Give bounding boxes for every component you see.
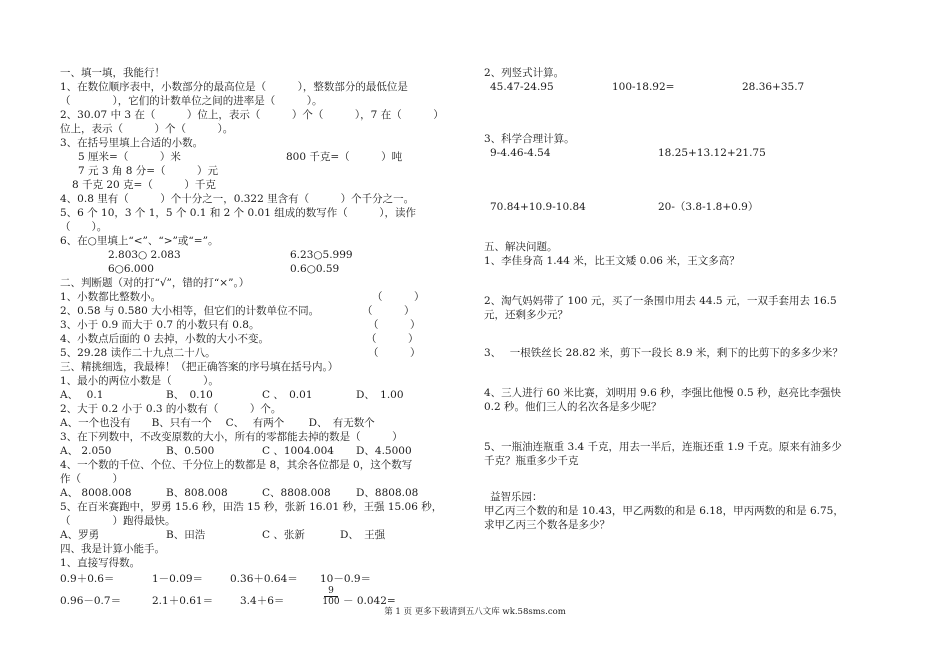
q2-2-paren: （ ） [362, 305, 415, 317]
problem-5-line1: 5、一瓶油连瓶重 3.4 千克，用去一半后，连瓶还重 1.9 千克。原来有油多少 [484, 441, 842, 453]
q3-1-option-c: C 、 0.01 [262, 389, 313, 401]
q2-2: 2、0.58 与 0.580 大小相等，但它们的计数单位不同。 [60, 305, 320, 317]
r2-expr-c: 28.36+35.7 [742, 81, 805, 93]
q3-4-line2: 作（ ） [60, 473, 123, 485]
page-footer: 第 1 页 更多下载请到五八文库 wk.58sms.com [384, 607, 566, 617]
q3-5-option-b: B、田浩 [166, 529, 206, 541]
q3-5-option-d: D、 王强 [340, 529, 386, 541]
problem-2-line1: 2、淘气妈妈带了 100 元，买了一条围巾用去 44.5 元，一双手套用去 16.5 [484, 295, 837, 307]
problem-4-line1: 4、三人进行 60 米比赛，刘明用 9.6 秒，李强比他慢 0.5 秒，赵亮比李强快 [484, 387, 841, 399]
q3-5-line1: 5、在百米赛跑中，罗勇 15.6 秒，田浩 15 秒，张新 16.01 秒，王强 15.06 秒， [60, 501, 443, 513]
q3-3-option-a: A、 2.050 [60, 445, 112, 457]
problem-3: 3、 一根铁丝长 28.82 米，剪下一段长 8.9 米，剩下的比剪下的多多少米？ [484, 347, 843, 359]
q1-5-line2: （ ）。 [60, 221, 108, 233]
puzzle-title: 益智乐园： [490, 491, 543, 503]
section-4-title: 四、我是计算小能手。 [60, 543, 165, 555]
section-1-title: 一、填一填，我能行！ [60, 67, 165, 79]
fraction-denominator: 100 [322, 597, 340, 607]
puzzle-line1: 甲乙丙三个数的和是 10.43，甲乙两数的和是 6.18，甲丙两数的和是 6.75， [484, 505, 844, 517]
q3-1-option-b: B、 0.10 [166, 389, 213, 401]
calc-5: 0.96－0.7＝ [60, 595, 122, 607]
q3-4-line1: 4、一个数的千位、个位、千分位上的数都是 8，其余各位都是 0，这个数写 [60, 459, 413, 471]
puzzle-line2: 求甲乙丙三个数各是多少？ [484, 519, 610, 531]
q3-4-option-c: C、8808.008 [262, 487, 331, 499]
q2-4-paren: （ ） [366, 333, 419, 345]
calc-3: 0.36＋0.64＝ [230, 573, 298, 585]
q3-3-option-b: B、0.500 [166, 445, 215, 457]
q3-3-option-c: C 、1004.004 [262, 445, 334, 457]
r2-expr-a: 45.47-24.95 [490, 81, 554, 93]
section-2-title: 二、判断题（对的打“√”，错的打“×”。） [60, 277, 250, 289]
q3-4-option-b: B、808.008 [166, 487, 228, 499]
q2-3-paren: （ ） [368, 319, 421, 331]
r3-title: 3、科学合理计算。 [484, 133, 575, 145]
q3-5-option-a: A、罗勇 [60, 529, 100, 541]
q1-2-line2: 位上，表示（ ）个（ ）。 [60, 123, 234, 135]
q3-2: 2、大于 0.2 小于 0.3 的小数有（ ）个。 [60, 403, 282, 415]
q3-2-options: A、一个也没有 B、只有一个 C、 有两个 D、 有无数个 [60, 417, 375, 429]
q1-3-title: 3、在括号里填上合适的小数。 [60, 137, 204, 149]
section-5-title: 五、解决问题。 [484, 241, 558, 253]
q1-3-a-right: 800 千克=（ ）吨 [286, 151, 403, 163]
r2-expr-b: 100-18.92= [612, 81, 675, 93]
q1-6-a-left: 2.803○ 2.083 [108, 249, 181, 261]
q1-1-line2: （ ），它们的计数单位之间的进率是（ ）。 [60, 95, 323, 107]
q1-2-line1: 2、30.07 中 3 在（ ）位上，表示（ ）个（ ），7 在（ ） [60, 109, 444, 121]
calc-7: 3.4＋6＝ [240, 595, 285, 607]
calc-6: 2.1＋0.61＝ [152, 595, 214, 607]
problem-1: 1、李佳身高 1.44 米，比王文矮 0.06 米，王文多高？ [484, 255, 740, 267]
q1-6-b-right: 0.6○0.59 [290, 263, 340, 275]
q1-3-a-left: 5 厘米=（ ）米 [78, 151, 181, 163]
q1-3-c: 8 千克 20 克=（ ）千克 [72, 179, 216, 191]
q2-3: 3、小于 0.9 而大于 0.7 的小数只有 0.8。 [60, 319, 260, 331]
problem-2-line2: 元，还剩多少元？ [484, 309, 568, 321]
r2-title: 2、列竖式计算。 [484, 67, 565, 79]
r3-expr-c: 70.84+10.9-10.84 [490, 201, 586, 213]
fraction-9-100 [320, 586, 342, 607]
q2-4: 4、小数点后面的 0 去掉，小数的大小不变。 [60, 333, 270, 345]
r3-expr-d: 20-（3.8-1.8+0.9） [658, 201, 759, 213]
q2-1-paren: （ ） [372, 291, 425, 303]
q3-4-option-a: A、 8008.008 [60, 487, 132, 499]
q3-1-option-a: A、 0.1 [60, 389, 104, 401]
problem-4-line2: 0.2 秒。他们三人的名次各是多少呢？ [484, 401, 662, 413]
q2-1: 1、小数都比整数小。 [60, 291, 162, 303]
q3-1: 1、最小的两位小数是（ ）。 [60, 375, 219, 387]
q3-4-option-d: D、8808.08 [356, 487, 419, 499]
q3-5-line2: （ ）跑得最快。 [60, 515, 176, 527]
calc-2: 1－0.09＝ [152, 573, 204, 585]
problem-5-line2: 千克？瓶重多少千克 [484, 455, 579, 467]
q4-1-title: 1、直接写得数。 [60, 557, 141, 569]
q3-5-option-c: C 、张新 [262, 529, 305, 541]
q2-5-paren: （ ） [368, 347, 421, 359]
q1-6-b-left: 6○6.000 [108, 263, 154, 275]
q1-1-line1: 1、在数位顺序表中，小数部分的最高位是（ ），整数部分的最低位是 [60, 81, 408, 93]
q3-3: 3、在下列数中，不改变原数的大小，所有的零都能去掉的数是（ ） [60, 431, 403, 443]
q1-5-line1: 5、6 个 10，3 个 1，5 个 0.1 和 2 个 0.01 组成的数写作（ ），读作 [60, 207, 416, 219]
q3-3-option-d: D、4.5000 [356, 445, 412, 457]
q3-1-option-d: D、 1.00 [356, 389, 404, 401]
r3-expr-b: 18.25+13.12+21.75 [658, 147, 766, 159]
q2-5: 5、29.28 读作二十九点二十八。 [60, 347, 216, 359]
section-3-title: 三、精挑细选，我最棒！（把正确答案的序号填在括号内。） [60, 361, 339, 373]
calc-1: 0.9＋0.6＝ [60, 573, 115, 585]
q1-4: 4、0.8 里有（ ）个十分之一，0.322 里含有（ ）个千分之一。 [60, 193, 415, 205]
calc-4: 10－0.9＝ [320, 573, 372, 585]
fraction-numerator: 9 [328, 586, 334, 596]
q1-6-a-right: 6.23○5.999 [290, 249, 353, 261]
r3-expr-a: 9-4.46-4.54 [490, 147, 551, 159]
calc-8-rest: － 0.042= [343, 595, 396, 607]
q1-6-title: 6、在○里填上“<”、“>”或“=”。 [60, 235, 219, 247]
q1-3-b: 7 元 3 角 8 分=（ ）元 [78, 165, 219, 177]
